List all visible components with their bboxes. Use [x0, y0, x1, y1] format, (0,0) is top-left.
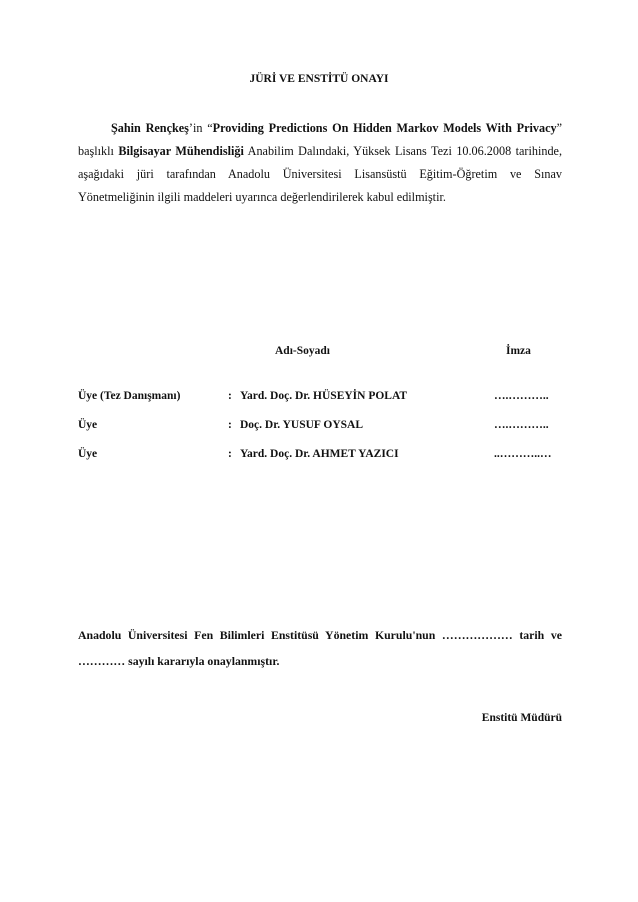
committee-row: [0, 390, 638, 408]
committee-row: [0, 448, 638, 466]
member-name: Yard. Doç. Dr. HÜSEYİN POLAT: [240, 390, 408, 402]
committee-table-header: [0, 345, 638, 363]
member-colon: :: [228, 448, 232, 460]
member-name: Doç. Dr. YUSUF OYSAL: [240, 419, 363, 431]
intro-text-3: Anabilim Dalındaki, Yüksek Lisans Tezi 10.06.2008 tarihinde, aşağıdaki jüri tarafından Anadolu Üniversitesi Lisansüstü Eğitim-Öğretim ve Sınav Yönetmeliğinin ilgili maddeleri uyarınca değerlendirilerek kabul edilmiştir.: [78, 144, 563, 204]
member-role: Üye: [78, 448, 98, 460]
approval-paragraph: Anadolu Üniversitesi Fen Bilimleri Enstitüsü Yönetim Kurulu'nun ……………… tarih ve ………… sayılı kararıyla onaylanmıştır.: [78, 628, 562, 668]
intro-text-1: ’in “: [188, 121, 213, 135]
member-name: Yard. Doç. Dr. AHMET YAZICI: [240, 448, 399, 460]
intro-paragraph: [78, 117, 562, 209]
member-colon: :: [228, 390, 232, 402]
member-signature-line: ..………..…: [494, 448, 552, 460]
author-name: Şahin Rençkeş: [111, 121, 189, 135]
thesis-title: Providing Predictions On Hidden Markov Models With Privacy: [212, 121, 557, 135]
committee-row: [0, 419, 638, 437]
member-signature-line: ….………..: [494, 419, 549, 431]
header-signature-column: İmza: [506, 345, 531, 357]
member-role: Üye (Tez Danışmanı): [78, 390, 181, 402]
header-name-column: Adı-Soyadı: [275, 345, 330, 357]
department-name: Bilgisayar Mühendisliği: [118, 144, 244, 158]
member-signature-line: ….………..: [494, 390, 549, 402]
member-role: Üye: [78, 419, 98, 431]
member-colon: :: [228, 419, 232, 431]
intro-text-2: ” başlıklı: [78, 121, 562, 158]
page-title: JÜRİ VE ENSTİTÜ ONAYI: [249, 73, 389, 85]
institute-director-signature: Enstitü Müdürü: [481, 712, 562, 724]
